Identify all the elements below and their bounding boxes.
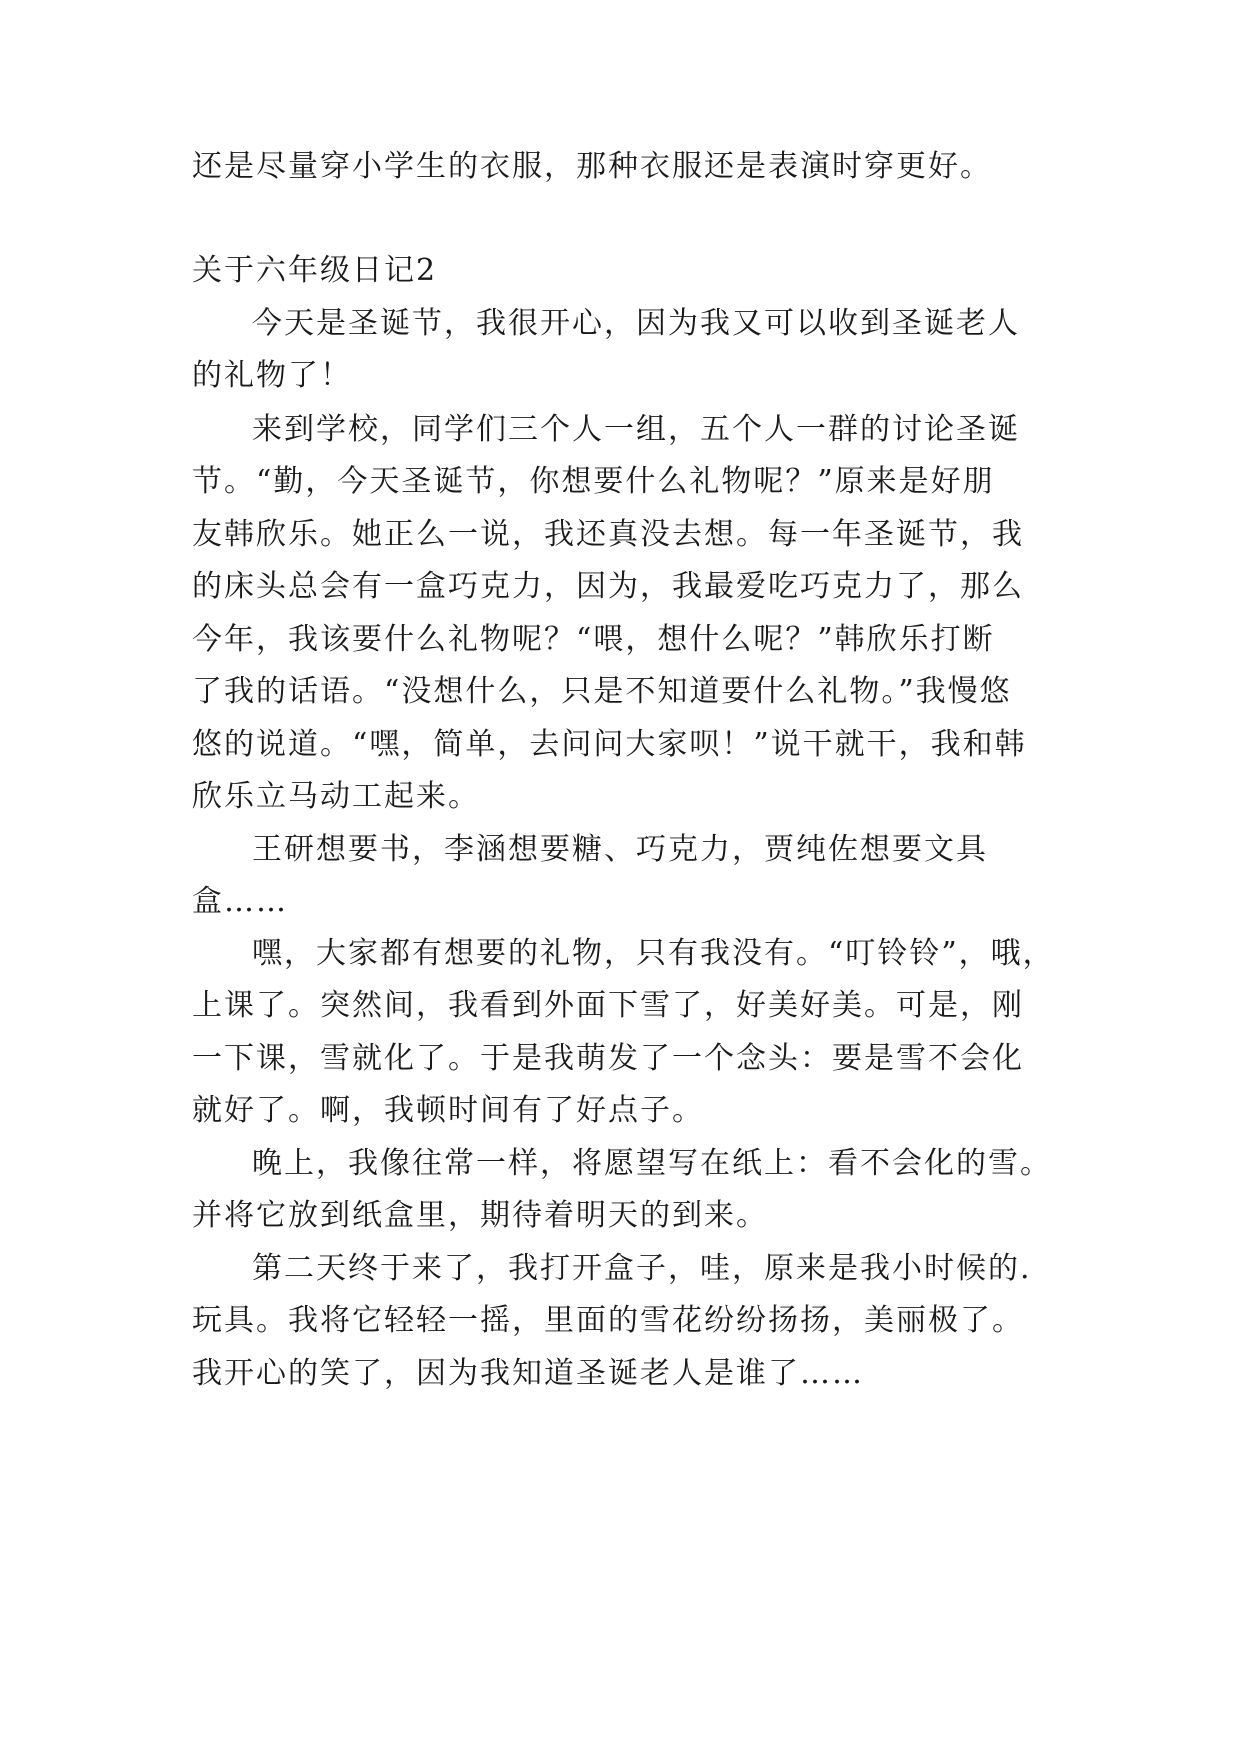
paragraph-line: 王研想要书，李涵想要糖、巧克力，贾纯佐想要文具 bbox=[252, 832, 988, 867]
text-line: 还是尽量穿小学生的衣服，那种衣服还是表演时穿更好。 bbox=[192, 149, 992, 184]
section-heading: 关于六年级日记2 bbox=[192, 253, 438, 288]
paragraph-line: 今年，我该要什么礼物呢？“喂，想什么呢？”韩欣乐打断 bbox=[192, 622, 995, 657]
paragraph-line: 上课了。突然间，我看到外面下雪了，好美好美。可是，刚 bbox=[192, 988, 1024, 1023]
paragraph-line: 并将它放到纸盒里，期待着明天的到来。 bbox=[192, 1198, 768, 1233]
paragraph-line: 了我的话语。“没想什么，只是不知道要什么礼物。”我慢悠 bbox=[192, 674, 1012, 709]
paragraph-line: 今天是圣诞节，我很开心，因为我又可以收到圣诞老人 bbox=[252, 306, 1020, 341]
paragraph-line: 友韩欣乐。她正么一说，我还真没去想。每一年圣诞节，我 bbox=[192, 517, 1024, 552]
paragraph-line: 嘿，大家都有想要的礼物，只有我没有。“叮铃铃”，哦， bbox=[252, 936, 1055, 971]
paragraph-line: 玩具。我将它轻轻一摇，里面的雪花纷纷扬扬，美丽极了。 bbox=[192, 1303, 1024, 1338]
paragraph-line: 来到学校，同学们三个人一组，五个人一群的讨论圣诞 bbox=[252, 412, 1020, 447]
paragraph-line: 我开心的笑了，因为我知道圣诞老人是谁了…… bbox=[192, 1356, 864, 1391]
paragraph-line: 悠的说道。“嘿，简单，去问问大家呗！”说干就干，我和韩 bbox=[192, 727, 1027, 762]
paragraph-line: 节。“勤，今天圣诞节，你想要什么礼物呢？”原来是好朋 bbox=[192, 464, 995, 499]
paragraph-line: 晚上，我像往常一样，将愿望写在纸上：看不会化的雪。 bbox=[252, 1146, 1052, 1181]
paragraph-line: 第二天终于来了，我打开盒子，哇，原来是我小时候的. bbox=[252, 1251, 1032, 1286]
paragraph-line: 一下课，雪就化了。于是我萌发了一个念头：要是雪不会化 bbox=[192, 1041, 1024, 1076]
paragraph-line: 的礼物了！ bbox=[192, 358, 352, 393]
paragraph-line: 欣乐立马动工起来。 bbox=[192, 779, 480, 814]
paragraph-line: 盒…… bbox=[192, 884, 288, 919]
paragraph-line: 就好了。啊，我顿时间有了好点子。 bbox=[192, 1093, 704, 1128]
paragraph-line: 的床头总会有一盒巧克力，因为，我最爱吃巧克力了，那么 bbox=[192, 569, 1024, 604]
